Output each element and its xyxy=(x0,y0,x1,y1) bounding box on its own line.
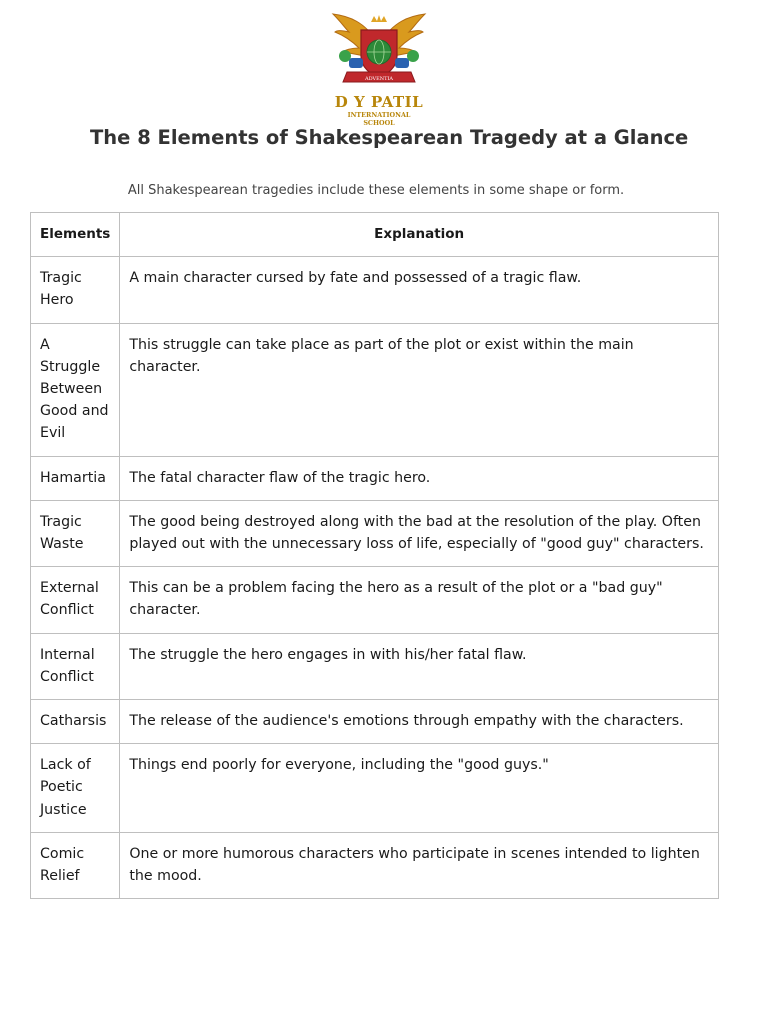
school-logo xyxy=(331,12,427,127)
explanation-cell: This struggle can take place as part of the plot or exist within the main character. xyxy=(120,323,719,456)
element-cell: Tragic Waste xyxy=(31,500,120,566)
element-cell: External Conflict xyxy=(31,567,120,633)
explanation-cell: The struggle the hero engages in with his/her fatal flaw. xyxy=(120,633,719,699)
explanation-cell: A main character cursed by fate and possessed of a tragic flaw. xyxy=(120,257,719,323)
table-row xyxy=(31,323,719,456)
table-row xyxy=(31,456,719,500)
school-crest-icon xyxy=(331,12,427,94)
element-cell: A Struggle Between Good and Evil xyxy=(31,323,120,456)
table-row xyxy=(31,832,719,898)
element-cell: Internal Conflict xyxy=(31,633,120,699)
table-row xyxy=(31,500,719,566)
table-row xyxy=(31,633,719,699)
page-subtitle: All Shakespearean tragedies include these elements in some shape or form. xyxy=(127,183,625,198)
element-cell: Tragic Hero xyxy=(31,257,120,323)
element-cell: Hamartia xyxy=(31,456,120,500)
element-cell: Catharsis xyxy=(31,700,120,744)
column-header-explanation: Explanation xyxy=(120,213,719,257)
explanation-cell: One or more humorous characters who participate in scenes intended to lighten the mood. xyxy=(120,832,719,898)
explanation-cell: Things end poorly for everyone, including the "good guys." xyxy=(120,744,719,833)
explanation-cell: The fatal character flaw of the tragic hero. xyxy=(120,456,719,500)
table-row xyxy=(31,567,719,633)
page-title: The 8 Elements of Shakespearean Tragedy at a Glance xyxy=(90,126,689,149)
explanation-cell: This can be a problem facing the hero as a result of the plot or a "bad guy" character. xyxy=(120,567,719,633)
table-row xyxy=(31,700,719,744)
column-header-elements: Elements xyxy=(31,213,120,257)
logo-name: D Y PATIL xyxy=(334,93,424,111)
explanation-cell: The release of the audience's emotions through empathy with the characters. xyxy=(120,700,719,744)
explanation-cell: The good being destroyed along with the bad at the resolution of the play. Often played out with the unnecessary loss of life, especially of "good guy" characters. xyxy=(120,500,719,566)
element-cell: Comic Relief xyxy=(31,832,120,898)
elements-table xyxy=(30,212,719,899)
logo-banner-text: ADVENTIA xyxy=(364,76,394,82)
logo-subtitle: INTERNATIONAL SCHOOL xyxy=(347,111,411,127)
element-cell: Lack of Poetic Justice xyxy=(31,744,120,833)
table-header-row xyxy=(31,213,719,257)
table-row xyxy=(31,744,719,833)
table-row xyxy=(31,257,719,323)
